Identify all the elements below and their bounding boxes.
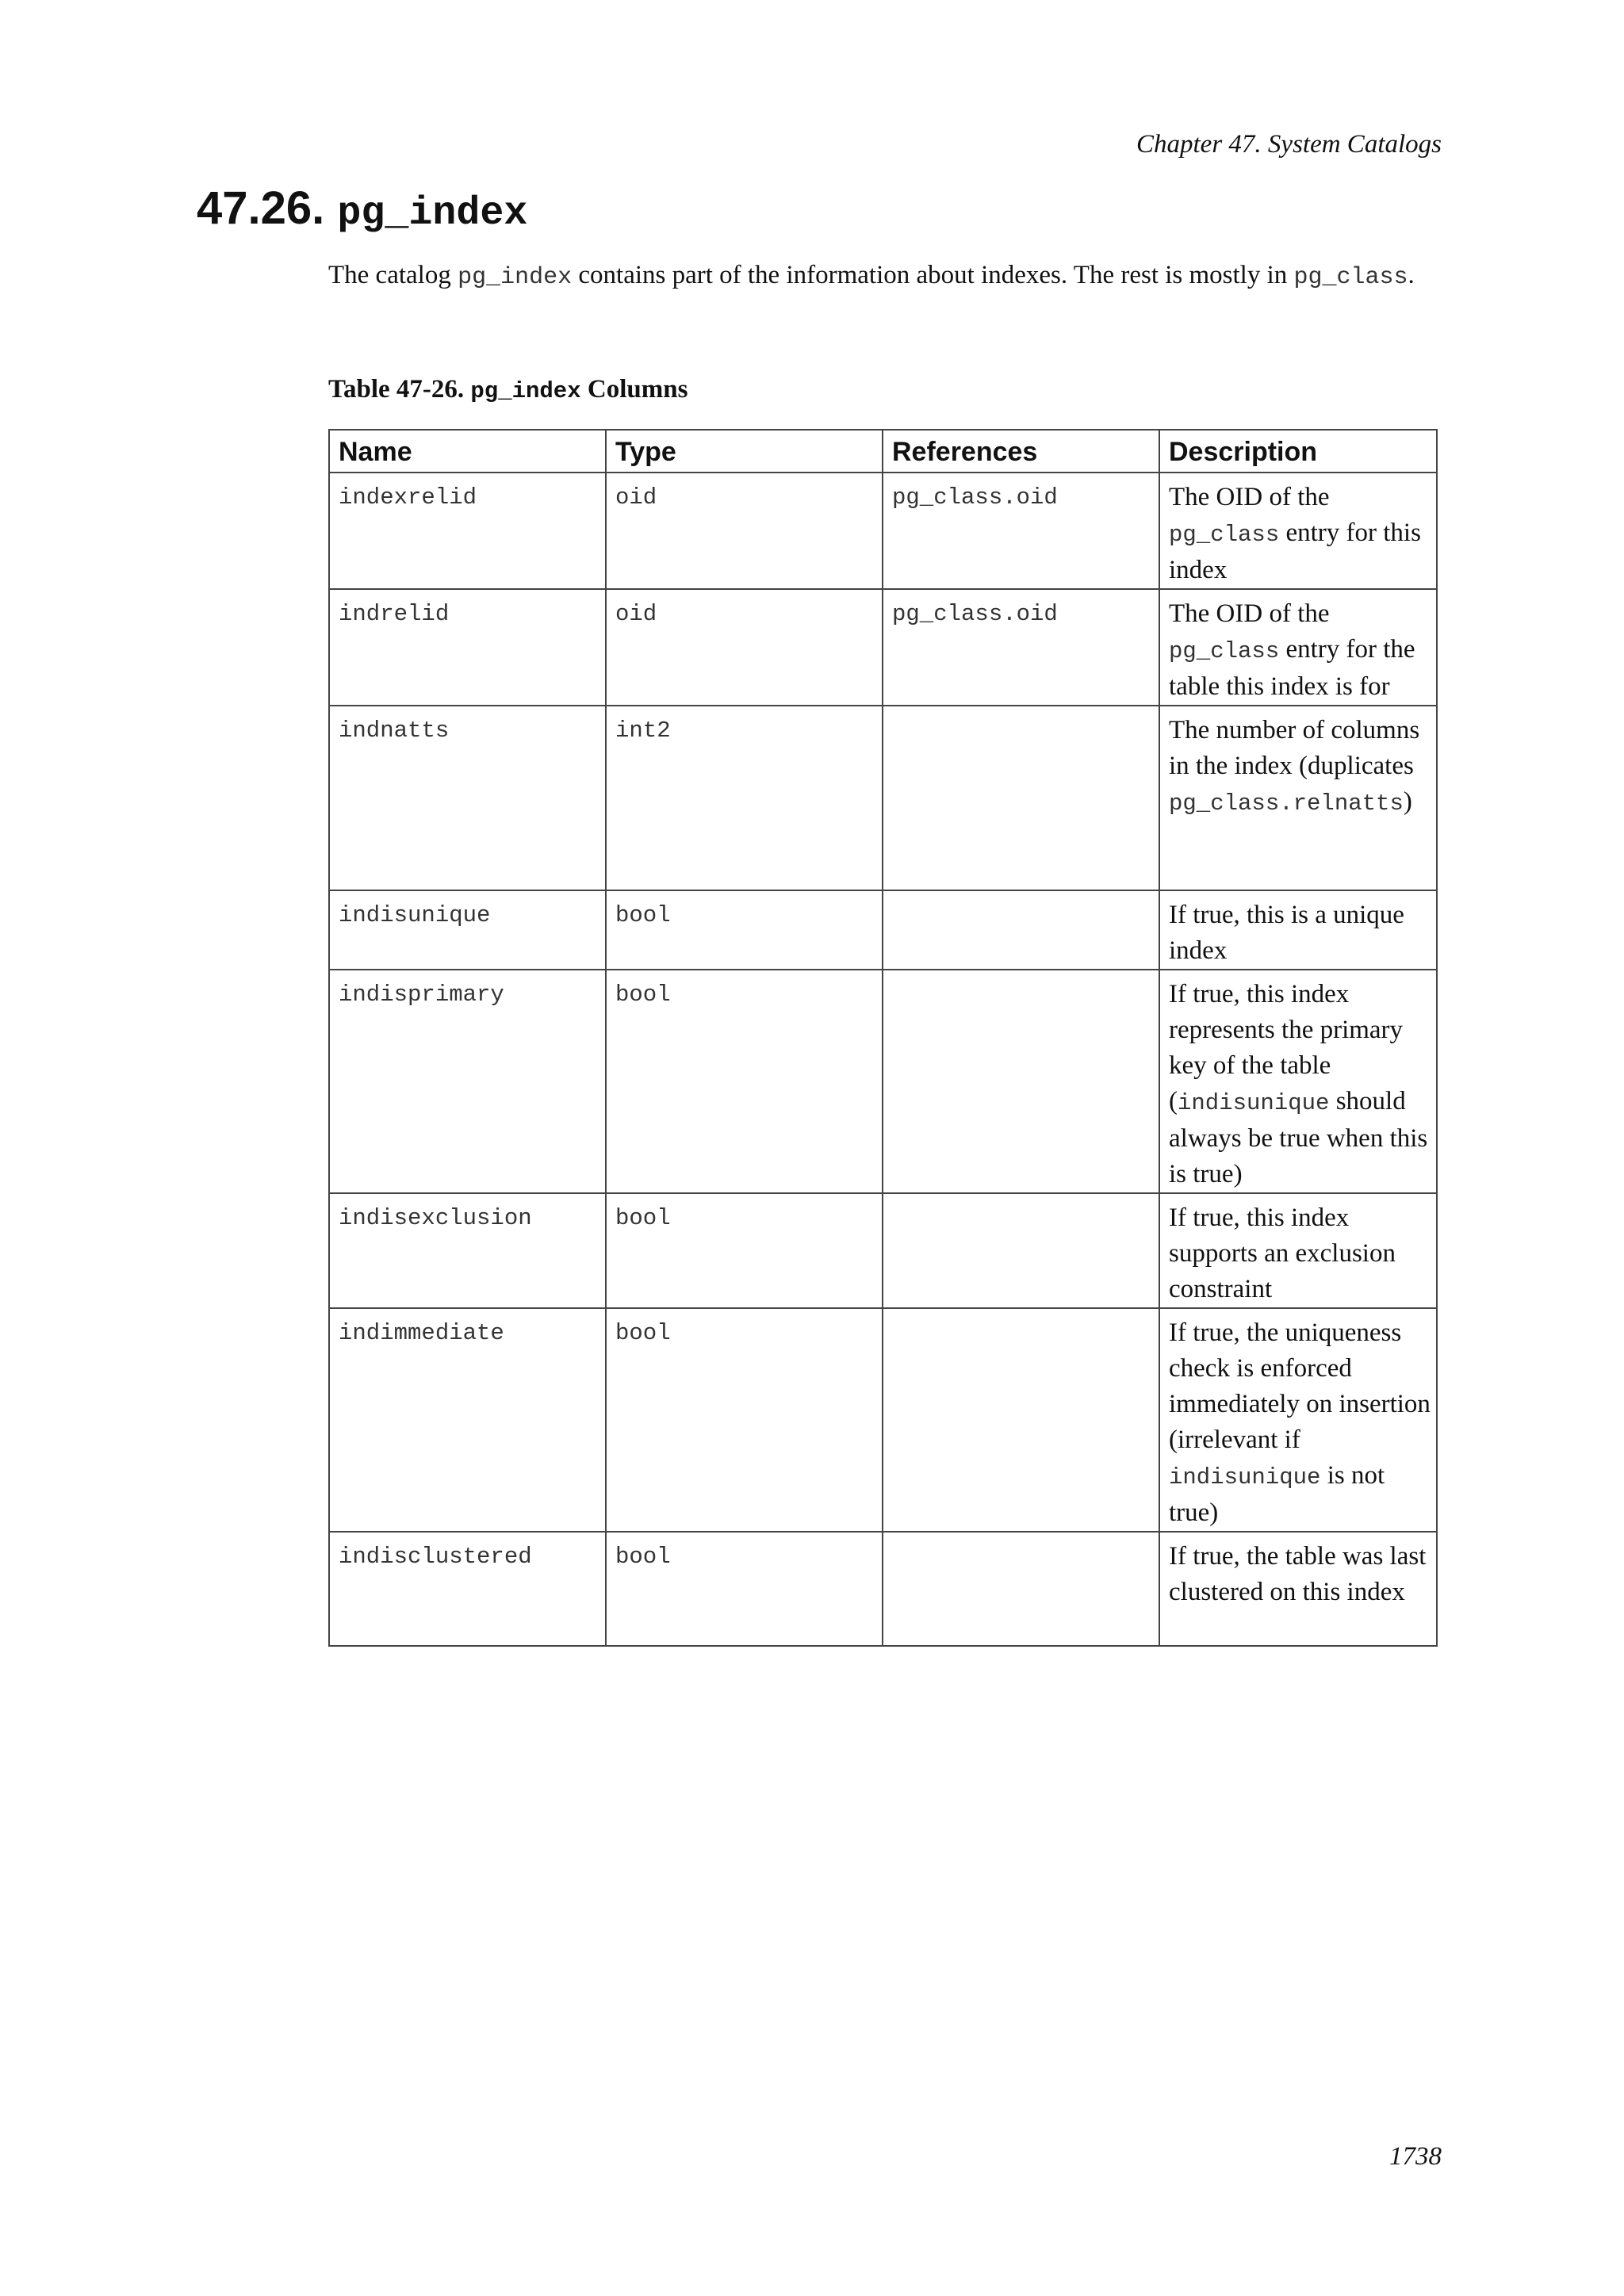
cell-type: oid [606,589,883,706]
cell-type: int2 [606,706,883,890]
page-number: 1738 [1389,2142,1442,2171]
table-body [329,473,1437,1646]
cell-references [883,1193,1159,1308]
intro-text-before: The catalog [328,261,451,289]
cell-references [883,890,1159,970]
cell-references [883,970,1159,1193]
description-text: is not true) [1169,1461,1385,1527]
description-text: If true, this index supports an exclusion constraint [1169,1203,1396,1303]
intro-other-catalog: pg_class [1293,264,1408,291]
table-row [329,970,1437,1193]
cell-name: indexrelid [329,473,606,589]
description-text: entry for the table this index is for [1169,635,1415,701]
table-row [329,1193,1437,1308]
intro-paragraph [328,257,1431,296]
cell-description [1159,473,1437,589]
cell-references: pg_class.oid [883,473,1159,589]
table-caption [328,371,688,410]
cell-references [883,706,1159,890]
table-header-row [329,430,1437,473]
table-caption-catalog: pg_index [470,378,581,404]
section-catalog-name: pg_index [337,191,528,236]
cell-description [1159,970,1437,1193]
cell-name: indisunique [329,890,606,970]
section-number: 47.26. [197,182,325,234]
cell-references [883,1532,1159,1646]
cell-type: bool [606,1308,883,1532]
description-text: should always be true when this is true) [1169,1087,1428,1188]
intro-text-after: . [1408,261,1415,289]
description-text: The OID of the [1169,599,1330,628]
section-title [197,178,527,244]
description-text: If true, the table was last clustered on this index [1169,1542,1427,1606]
running-header: Chapter 47. System Catalogs [1136,130,1442,159]
description-text: The number of columns in the index (duplicates [1169,716,1420,780]
intro-text-middle: contains part of the information about indexes. The rest is mostly in [578,261,1288,289]
cell-type: bool [606,1193,883,1308]
cell-references: pg_class.oid [883,589,1159,706]
description-text: ) [1403,787,1412,816]
table-row [329,589,1437,706]
description-text: If true, this is a unique index [1169,901,1404,965]
cell-description [1159,1532,1437,1646]
cell-type: bool [606,970,883,1193]
table-row [329,1308,1437,1532]
cell-name: indrelid [329,589,606,706]
header-name: Name [329,430,606,473]
description-code: pg_class [1169,638,1280,664]
cell-description [1159,706,1437,890]
cell-references [883,1308,1159,1532]
header-type: Type [606,430,883,473]
header-description: Description [1159,430,1437,473]
description-text: If true, this index represents the primary key of the table ( [1169,980,1404,1115]
intro-catalog-name: pg_index [458,264,573,291]
description-code: indisunique [1178,1090,1330,1116]
description-text: If true, the uniqueness check is enforced immediately on insertion (irrelevant if [1169,1318,1431,1454]
cell-description [1159,1308,1437,1532]
cell-type: oid [606,473,883,589]
cell-name: indimmediate [329,1308,606,1532]
cell-name: indisclustered [329,1532,606,1646]
cell-description [1159,890,1437,970]
table-row [329,890,1437,970]
description-code: pg_class.relnatts [1169,790,1404,817]
cell-type: bool [606,890,883,970]
table-row [329,1532,1437,1646]
cell-name: indisprimary [329,970,606,1193]
cell-type: bool [606,1532,883,1646]
cell-description [1159,1193,1437,1308]
table-caption-label: Table 47-26. [328,375,465,404]
description-code: pg_class [1169,522,1280,548]
description-code: indisunique [1169,1464,1321,1490]
cell-name: indisexclusion [329,1193,606,1308]
table-row [329,706,1437,890]
description-text: entry for this index [1169,519,1421,584]
table-caption-suffix: Columns [587,375,688,404]
cell-description [1159,589,1437,706]
table-row [329,473,1437,589]
description-text: The OID of the [1169,483,1330,511]
header-references: References [883,430,1159,473]
columns-table [328,429,1438,1647]
cell-name: indnatts [329,706,606,890]
